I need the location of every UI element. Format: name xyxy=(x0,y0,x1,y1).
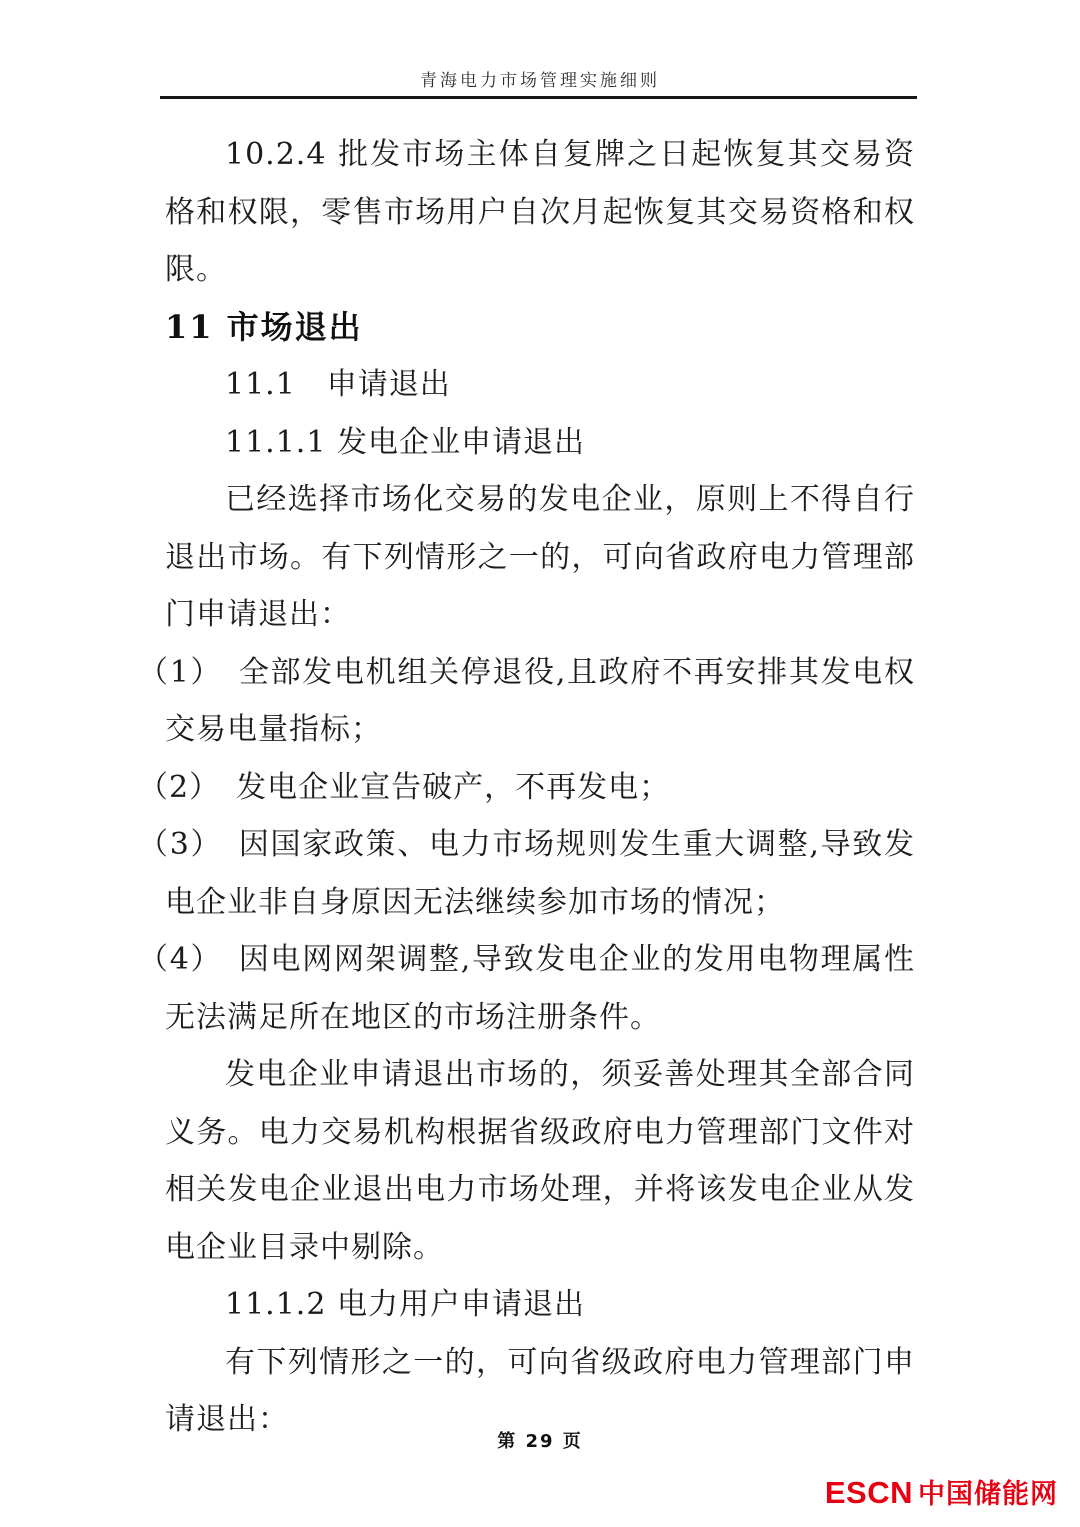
para-exit-handling: 发电企业申请退出市场的，须妥善处理其全部合同义务。电力交易机构根据省级政府电力管理部门文件对相关发电企业退出电力市场处理，并将该发电企业从发电企业目录中剔除。 xyxy=(165,1057,915,1265)
list-item-1: （1） 全部发电机组关停退役,且政府不再安排其发电权交易电量指标； xyxy=(138,654,915,747)
list-item-4: （4） 因电网网架调整,导致发电企业的发用电物理属性无法满足所在地区的市场注册条件。 xyxy=(138,942,915,1035)
heading-11-1-2-user: 11.1.2 电力用户申请退出 xyxy=(225,1287,585,1322)
heading-11-1-1-generator: 11.1.1 发电企业申请退出 xyxy=(225,424,585,460)
header-divider-line xyxy=(160,96,917,99)
para-generator-exit-intro: 已经选择市场化交易的发电企业，原则上不得自行退出市场。有下列情形之一的，可向省政府电力管理部门申请退出： xyxy=(165,482,915,632)
document-body xyxy=(138,126,915,1449)
list-item-3: （3） 因国家政策、电力市场规则发生重大调整,导致发电企业非自身原因无法继续参加市场的情况； xyxy=(138,827,915,920)
para-user-exit-intro: 有下列情形之一的，可向省级政府电力管理部门申请退出： xyxy=(165,1344,915,1437)
escn-logo-chinese-text: 中国储能网 xyxy=(918,1479,1058,1510)
page-number: 第 29 页 xyxy=(497,1431,583,1452)
document-header-title: 青海电力市场管理实施细则 xyxy=(420,71,660,91)
escn-watermark-logo xyxy=(825,1472,1058,1511)
escn-logo-latin-text: ESCN xyxy=(824,1475,913,1510)
list-item-2: （2） 发电企业宣告破产，不再发电； xyxy=(138,769,671,805)
heading-11-1-apply-exit: 11.1 申请退出 xyxy=(225,367,451,402)
para-10-2-4: 10.2.4 批发市场主体自复牌之日起恢复其交易资格和权限，零售市场用户自次月起恢复其交易资格和权限。 xyxy=(165,137,915,287)
heading-11-market-exit: 11 市场退出 xyxy=(165,307,363,346)
